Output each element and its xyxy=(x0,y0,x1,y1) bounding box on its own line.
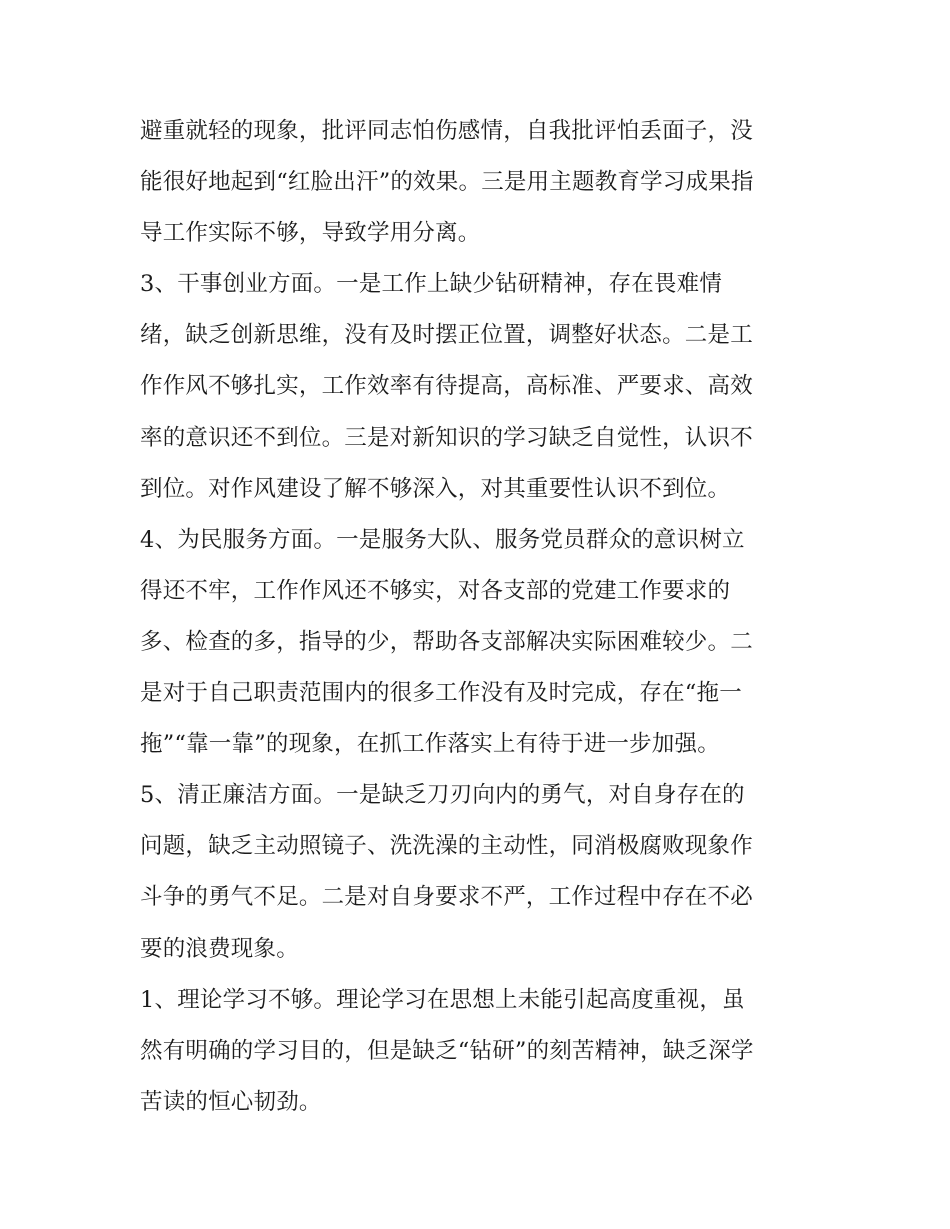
text-line: 要的浪费现象。 xyxy=(140,935,299,962)
text-line: 拖”“靠一靠”的现象，在抓工作落实上有待于进一步加强。 xyxy=(140,731,720,758)
document-body xyxy=(140,106,815,1128)
text-line: 率的意识还不到位。三是对新知识的学习缺乏自觉性，认识不 xyxy=(140,424,753,451)
text-line: 是对于自己职责范围内的很多工作没有及时完成，存在“拖一 xyxy=(140,680,742,707)
text-line: 1、理论学习不够。理论学习在思想上未能引起高度重视，虽 xyxy=(140,986,745,1013)
text-line: 能很好地起到“红脸出汗”的效果。三是用主题教育学习成果指 xyxy=(140,169,754,196)
text-line: 绪，缺乏创新思维，没有及时摆正位置，调整好状态。二是工 xyxy=(140,322,753,349)
text-line: 问题，缺乏主动照镜子、洗洗澡的主动性，同消极腐败现象作 xyxy=(140,833,753,860)
text-line: 5、清正廉洁方面。一是缺乏刀刃向内的勇气，对自身存在的 xyxy=(140,782,745,809)
text-line: 然有明确的学习目的，但是缺乏“钻研”的刻苦精神，缺乏深学 xyxy=(140,1037,754,1064)
text-line: 作作风不够扎实，工作效率有待提高，高标准、严要求、高效 xyxy=(140,373,753,400)
text-line: 斗争的勇气不足。二是对自身要求不严，工作过程中存在不必 xyxy=(140,884,753,911)
text-line: 4、为民服务方面。一是服务大队、服务党员群众的意识树立 xyxy=(140,526,745,553)
text-line: 到位。对作风建设了解不够深入，对其重要性认识不到位。 xyxy=(140,475,731,502)
text-line: 避重就轻的现象，批评同志怕伤感情，自我批评怕丢面子，没 xyxy=(140,118,753,144)
text-line: 导工作实际不够，导致学用分离。 xyxy=(140,220,481,247)
text-line: 苦读的恒心韧劲。 xyxy=(140,1088,322,1115)
text-line: 3、干事创业方面。一是工作上缺少钻研精神，存在畏难情 xyxy=(140,271,723,298)
text-line: 多、检查的多，指导的少，帮助各支部解决实际困难较少。二 xyxy=(140,628,753,655)
text-line: 得还不牢，工作作风还不够实，对各支部的党建工作要求的 xyxy=(140,577,731,604)
